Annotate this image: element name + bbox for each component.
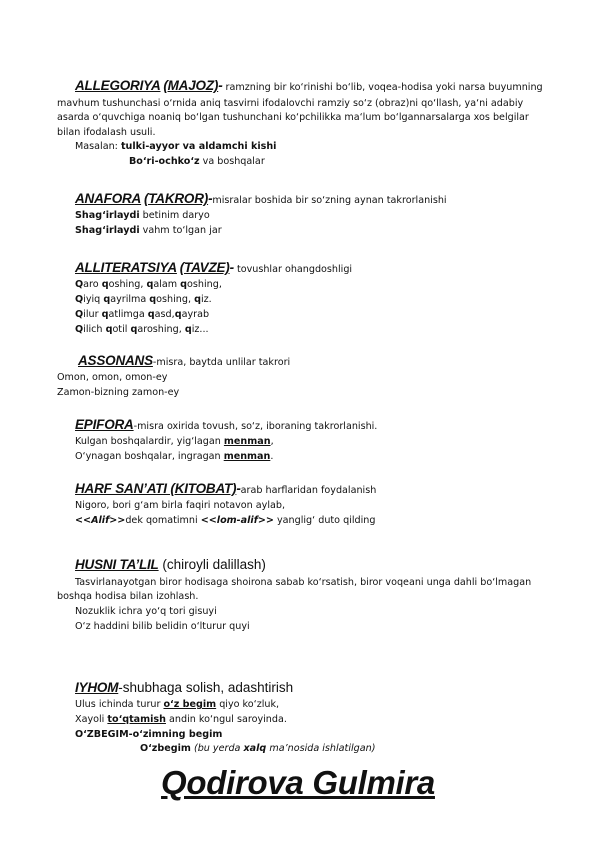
alliteratsiya-example-1	[75, 278, 222, 291]
word-part: oshing,	[108, 279, 147, 290]
q-letter: Q	[75, 294, 84, 305]
allegoriya-heading-line	[75, 79, 543, 94]
q-letter: Q	[75, 324, 84, 335]
assonans-example-2: Zamon-bizning zamon-ey	[57, 387, 180, 398]
line-part: andin ko‘ngul saroyinda.	[165, 714, 287, 725]
word-part: atlimga	[108, 309, 148, 320]
q-letter: q	[101, 309, 109, 320]
ambiguous-word: o‘z begim	[163, 699, 217, 710]
husni-definition: (chiroyli dalillash)	[158, 557, 266, 572]
q-letter: Q	[75, 309, 84, 320]
husni-heading-line	[75, 558, 266, 573]
word-part: ayrilma	[110, 294, 150, 305]
word-part: aroshing,	[137, 324, 185, 335]
alliteratsiya-example-3	[75, 308, 209, 321]
iyhom-example-1	[75, 698, 279, 711]
husni-text-2: boshqa hodisa bilan izohlash.	[57, 591, 199, 602]
q-letter: q	[147, 309, 155, 320]
husni-term: HUSNI TA’LIL	[75, 557, 159, 572]
ozbegim-word: O‘zbegim	[140, 743, 191, 754]
ambiguous-word: to‘qtamish	[107, 714, 166, 725]
punctuation: ,	[270, 436, 274, 447]
allegoriya-example-2	[129, 155, 265, 168]
line-part: Xayoli	[75, 714, 108, 725]
assonans-example-1: Omon, omon, omon-ey	[57, 372, 168, 383]
author-name: Qodirova Gulmira	[161, 764, 435, 801]
husni-example-1: Nozuklik ichra yo‘q tori gisuyi	[75, 606, 217, 617]
harf-dash: -	[236, 481, 241, 496]
alliteratsiya-example-4	[75, 323, 209, 336]
example-text: tulki-ayyor va aldamchi kishi	[120, 141, 277, 152]
anafora-term: ANAFORA	[75, 191, 142, 206]
q-letter: q	[105, 324, 113, 335]
example-bold: Bo‘ri-ochko‘z	[129, 156, 200, 167]
q-letter: q	[194, 294, 201, 305]
harf-heading-line	[75, 482, 376, 497]
q-letter: q	[174, 309, 182, 320]
repeat-word: menman	[223, 436, 271, 447]
iyhom-explanation-1: O‘ZBEGIM-o‘zimning begim	[75, 729, 223, 740]
iyhom-example-2	[75, 713, 287, 726]
punctuation: .	[270, 451, 274, 462]
line-part: yanglig‘ duto qilding	[273, 515, 376, 526]
allegoriya-definition-4: bilan ifodalash usuli.	[57, 127, 156, 138]
allegoriya-term: ALLEGORIYA	[75, 78, 161, 93]
alliteratsiya-synonym: (TAVZE)	[179, 260, 230, 275]
anafora-repeat-word: Shag‘irlaydi	[75, 210, 140, 221]
word-part: aro	[83, 279, 102, 290]
iyhom-heading-line	[75, 681, 293, 696]
alliteratsiya-dash: -	[229, 260, 234, 275]
word-part: alam	[153, 279, 181, 290]
assonans-definition: -misra, baytda unlilar takrori	[152, 357, 291, 368]
word-part: oshing,	[187, 279, 222, 290]
anafora-synonym: (TAKROR)	[143, 191, 209, 206]
line-part: Ulus ichinda turur	[75, 699, 164, 710]
epifora-definition: -misra oxirida tovush, so‘z, iboraning takrorlanishi.	[133, 421, 378, 432]
word-part: ilich	[83, 324, 106, 335]
allegoriya-dash: -	[218, 78, 223, 93]
epifora-example-1	[75, 435, 274, 448]
word-part: iz.	[200, 294, 212, 305]
alliteratsiya-heading-line	[75, 261, 352, 276]
word-part: ayrab	[181, 309, 210, 320]
xalq-word: xalq	[243, 743, 267, 754]
example-label: Masalan:	[75, 141, 121, 152]
epifora-example-2	[75, 450, 273, 463]
allegoriya-definition-2: mavhum tushunchasi o‘rnida aniq tasvirni ifodalovchi ramziy so‘z (obraz)ni qo‘llash, ya‘ni adabiy	[57, 98, 524, 109]
anafora-example-2	[75, 224, 222, 237]
husni-example-2: O‘z haddini bilib belidin o‘lturur quyi	[75, 621, 250, 632]
line-part: qiyo ko‘zluk,	[216, 699, 280, 710]
anafora-example-1	[75, 209, 210, 222]
q-letter: q	[146, 279, 154, 290]
q-letter: q	[180, 279, 188, 290]
q-letter: q	[103, 294, 111, 305]
alif-word: <<Alif>>	[75, 515, 126, 526]
word-part: iz...	[191, 324, 209, 335]
harf-example-2	[75, 514, 375, 527]
allegoriya-definition-3: asarda o‘quvchiga noaniq bo‘lgan tushunchani ko‘pchilikka ma‘lum bo‘lgannarsalarga xos belgilar	[57, 112, 529, 123]
lom-alif-word: <<lom-alif>>	[200, 515, 274, 526]
iyhom-term: IYHOM	[75, 680, 119, 695]
iyhom-definition: -shubhaga solish, adashtirish	[118, 680, 294, 695]
anafora-line-rest: betinim daryo	[139, 210, 210, 221]
anafora-line-rest: vahm to‘lgan jar	[139, 225, 222, 236]
assonans-term: ASSONANS	[78, 353, 153, 368]
assonans-heading-line	[78, 354, 290, 369]
example-rest: va boshqalar	[199, 156, 265, 167]
anafora-heading-line	[75, 192, 447, 207]
alliteratsiya-example-2	[75, 293, 212, 306]
line-part: O‘ynagan boshqalar, ingragan	[75, 451, 224, 462]
alliteratsiya-definition: tovushlar ohangdoshligi	[233, 264, 353, 275]
anafora-repeat-word: Shag‘irlaydi	[75, 225, 140, 236]
word-part: otil	[112, 324, 131, 335]
husni-text-1: Tasvirlanayotgan biror hodisaga shoirona sabab ko‘rsatish, biror voqeani unga dahli bo‘lmagan	[75, 577, 532, 588]
anafora-definition: misralar boshida bir so‘zning aynan takrorlanishi	[212, 195, 447, 206]
word-part: oshing,	[156, 294, 195, 305]
q-letter: q	[149, 294, 157, 305]
allegoriya-example-1	[75, 140, 276, 153]
harf-example-1: Nigoro, bori g‘am birla faqiri notavon aylab,	[75, 500, 286, 511]
harf-definition: arab harflaridan foydalanish	[240, 485, 377, 496]
word-part: iyiq	[83, 294, 104, 305]
q-letter: q	[101, 279, 109, 290]
harf-term: HARF SAN’ATI (KITOBAT)	[75, 481, 237, 496]
q-letter: q	[130, 324, 138, 335]
repeat-word: menman	[223, 451, 271, 462]
word-part: asd,	[154, 309, 175, 320]
allegoriya-definition-1: ramzning bir ko‘rinishi bo‘lib, voqea-hodisa yoki narsa buyumning	[222, 82, 543, 93]
q-letter: q	[184, 324, 192, 335]
note-part: (bu yerda	[190, 743, 244, 754]
word-part: ilur	[83, 309, 102, 320]
epifora-term: EPIFORA	[75, 417, 134, 432]
line-part: dek qomatimni	[125, 515, 201, 526]
anafora-dash: -	[208, 191, 213, 206]
line-part: Kulgan boshqalardir, yig‘lagan	[75, 436, 224, 447]
allegoriya-synonym: (MAJOZ)	[163, 78, 219, 93]
note-part: ma’nosida ishlatilgan)	[266, 743, 376, 754]
alliteratsiya-term: ALLITERATSIYA	[75, 260, 177, 275]
iyhom-explanation-2	[140, 742, 375, 755]
epifora-heading-line	[75, 418, 377, 433]
q-letter: Q	[75, 279, 84, 290]
